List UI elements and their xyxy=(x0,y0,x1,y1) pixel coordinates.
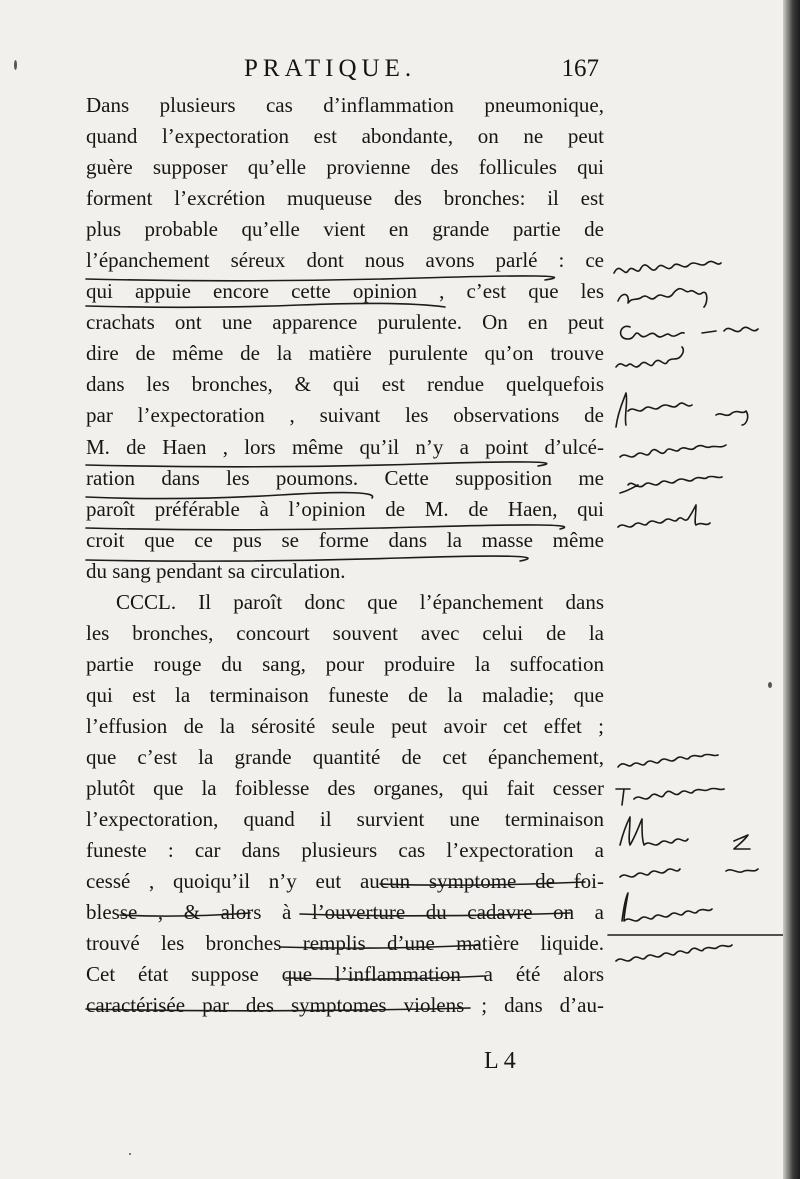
text-line: dans les bronches, & qui est rendue quelquefois xyxy=(86,372,604,397)
text-line: plutôt que la foiblesse des organes, qui fait cesser xyxy=(86,776,604,801)
text-line: l’expectoration, quand il survient une terminaison xyxy=(86,807,604,832)
text-line: trouvé les bronches remplis d’une matière liquide. xyxy=(86,931,604,956)
text-line: M. de Haen , lors même qu’il n’y a point d’ulcé- xyxy=(86,434,604,459)
handwriting-stroke xyxy=(616,788,724,805)
handwriting-stroke xyxy=(618,505,710,527)
paragraph-pneumonic-expectoration xyxy=(86,90,604,587)
text-line: ration dans les poumons. Cette supposition me xyxy=(86,465,604,490)
handwriting-stroke xyxy=(620,817,750,849)
page-number: 167 xyxy=(561,55,599,82)
text-line: que c’est la grande quantité de cet épanchement, xyxy=(86,744,604,769)
text-line: blesse , & alors à l’ouverture du cadavre on a xyxy=(86,900,604,925)
handwriting-stroke xyxy=(614,261,721,273)
running-title: PRATIQUE. xyxy=(244,55,417,82)
text-line: Cet état suppose que l’inflammation a été alors xyxy=(86,962,604,987)
paragraph-cccl xyxy=(86,587,604,1022)
marginal-handwritten-notes xyxy=(606,245,786,985)
handwriting-stroke xyxy=(616,393,748,427)
signature-mark: L 4 xyxy=(484,1048,516,1074)
text-line: plus probable qu’elle vient en grande partie de xyxy=(86,217,604,242)
handwriting-stroke xyxy=(621,326,758,339)
text-line: croit que ce pus se forme dans la masse même xyxy=(86,527,604,552)
text-line: quand l’expectoration est abondante, on ne peut xyxy=(86,124,604,149)
text-line: guère supposer qu’elle provienne des follicules qui xyxy=(86,155,604,180)
running-header xyxy=(88,55,603,91)
text-line: du sang pendant sa circulation. xyxy=(86,558,346,583)
handwriting-stroke xyxy=(618,754,718,767)
body-text xyxy=(86,90,604,1021)
page-gutter-shadow xyxy=(783,0,800,1179)
text-line: crachats ont une apparence purulente. On en peut xyxy=(86,310,604,335)
handwriting-stroke xyxy=(620,445,726,457)
paper-speck xyxy=(768,682,772,688)
handwriting-stroke xyxy=(620,476,722,493)
text-line: cessé , quoiqu’il n’y eut aucun symptome de foi- xyxy=(86,869,604,894)
text-line: qui appuie encore cette opinion , c’est que les xyxy=(86,279,604,304)
paper-speck xyxy=(14,60,17,70)
text-line: partie rouge du sang, pour produire la suffocation xyxy=(86,651,604,676)
text-line: l’épanchement séreux dont nous avons parlé : ce xyxy=(86,248,604,273)
text-line: paroît préférable à l’opinion de M. de Haen, qui xyxy=(86,496,604,521)
text-line: l’effusion de la sérosité seule peut avoir cet effet ; xyxy=(86,713,604,738)
text-line: forment l’excrétion muqueuse des bronches: il est xyxy=(86,186,604,211)
paper-speck xyxy=(129,1153,131,1155)
text-line: Dans plusieurs cas d’inflammation pneumonique, xyxy=(86,93,604,117)
text-line: CCCL. Il paroît donc que l’épanchement dans xyxy=(116,589,604,614)
text-line: dire de même de la matière purulente qu’on trouve xyxy=(86,341,604,366)
text-line: qui est la terminaison funeste de la maladie; que xyxy=(86,682,604,707)
text-line: par l’expectoration , suivant les observations de xyxy=(86,403,604,428)
handwriting-stroke xyxy=(616,945,732,961)
handwriting-stroke xyxy=(616,347,683,367)
handwriting-stroke xyxy=(620,869,758,877)
text-line: les bronches, concourt souvent avec celui de la xyxy=(86,620,604,645)
text-line: funeste : car dans plusieurs cas l’expectoration a xyxy=(86,838,604,863)
handwriting-stroke xyxy=(622,893,712,921)
handwriting-stroke xyxy=(618,289,707,307)
text-line: caractérisée par des symptomes violens ; dans d’au- xyxy=(86,993,604,1018)
